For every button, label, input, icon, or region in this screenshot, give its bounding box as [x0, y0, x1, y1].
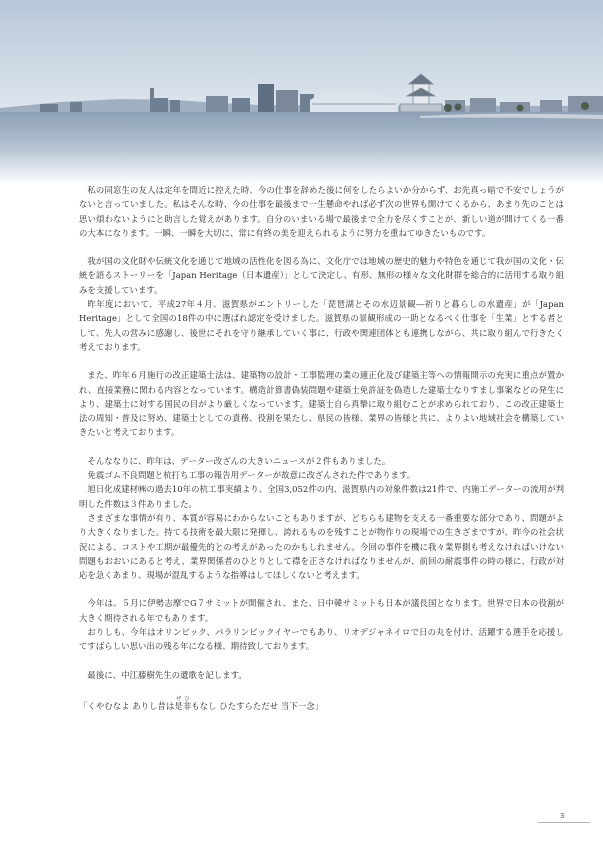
poem-quote: [79, 696, 564, 713]
paragraph-1: 私の同窓生の友人は定年を間近に控えた時、今の仕事を辞めた後に何をしたらよいか分からず、お先真っ暗で不安でしょうがないと言っていました。私はそんな時、今の仕事を最後まで一生懸命やれば必ず次の世界も開けてくるから、あまり先のことは思い煩わないようにと助言した覚えがあります。自分のいまいる場で最後まで全力を尽くすことが、新しい道が開けてくる一番の大本になります。一瞬、一瞬を大切に、常に有終の美を迎えられるように努力を重ねてゆきたいものです。: [79, 185, 564, 238]
paragraph-10: おりしも、今年はオリンピック、パラリンピックイヤーでもあり、リオデジャネイロで日の丸を付け、活躍する選手を応援してすばらしい思い出の残る年になる様、期待致しております。: [79, 627, 564, 652]
poem-text: 「くやむなよ ありし昔は是非ぜひもなし ひたすらただせ 当下一念」: [79, 695, 324, 711]
paragraph-6: 免震ゴム不良問題と杭打ち工事の報告用データーが故意に改ざんされた件であります。: [87, 470, 416, 481]
article-body: [79, 183, 564, 713]
page-number: 3: [560, 812, 565, 820]
paragraph-11: 最後に、中江藤樹先生の遺歌を記します。: [87, 669, 247, 680]
paragraph-9: 今年は、５月に伊勢志摩でG７サミットが開催され、また、日中韓サミットも日本が議長国となります。世界で日本の役割が大きく期待される年でもあります。: [79, 598, 564, 623]
paragraph-8: さまざまな事情が有り、本質が容易にわからないこともありますが、どちらも建物を支える一番重要な部分であり、問題がより大きくなりました。持てる技術を最大限に発揮し、誇れるものを残すことが物作りの現場での生きざまですが、昨今の社会状況による、コストや工期が最優先的との考えがあったのかもしれません。今回の事件を機に我々業界側も考えなければいけない問題もおおいにあると考え、業界関係者のひとりとして襟を正さなければなりませんが、前回の耐震事件の時の様に、行政が対応を急くあまり、現場が混乱するような指導はしてほしくないと考えます。: [79, 512, 564, 581]
paragraph-7: 旭日化成建材㈱の過去10年の杭工事実績より、全国3,052件の内、滋賀県内の対象件数は21件で、内施工データーの流用が判明した件数は３件ありました。: [79, 484, 564, 509]
page-number-rule: [538, 822, 590, 823]
ruby-word: 是非ぜひ: [174, 695, 192, 711]
lake-water: [0, 112, 603, 185]
hero-photo: [0, 0, 603, 185]
paragraph-2: 我が国の文化財や伝統文化を通じて地域の活性化を図る為に、文化庁では地域の歴史的魅力や特色を通じて我が国の文化・伝統を語るストーリーを「Japan Heritage（日本遺産）」として決定し、有形、無形の様々な文化財群を総合的に活用する取り組みを支援しています。: [79, 256, 564, 295]
paragraph-4: また、昨年６月施行の改正建築士法は、建築物の設計・工事監理の業の適正化及び建築主等への情報開示の充実に重点が置かれ、直接業務に関わる内容となっています。構造計算書偽装問題や建築士免許証を偽造した建築士なりすまし事案などの発生により、建築士に対する国民の目がより厳しくなっています。建築士自ら真摯に取り組むことが求められており、この改正建築士法の周知・普及に努め、建築士としての責務、役割を果たし、県民の皆様、業界の皆様と共に、よりよい地域社会を構築していきたいと考えております。: [79, 370, 564, 438]
paragraph-5: そんななりに、昨年は、データー改ざんの大きいニュースが２件もありました。: [87, 455, 391, 466]
paragraph-3: 昨年度において、平成27年４月、滋賀県がエントリーした「琵琶湖とその水辺景観―祈りと暮らしの水遺産」が「Japan Heritage」として全国の18件の中に選ばれ認定を受けました。滋賀県の景観形成の一助となるべく仕事を「生業」とする者として、先人の営みに感謝し、後世にそれを守り継承していく事に、行政や関連団体とも連携しながら、共に取り組んで行きたく考えております。: [79, 299, 564, 352]
